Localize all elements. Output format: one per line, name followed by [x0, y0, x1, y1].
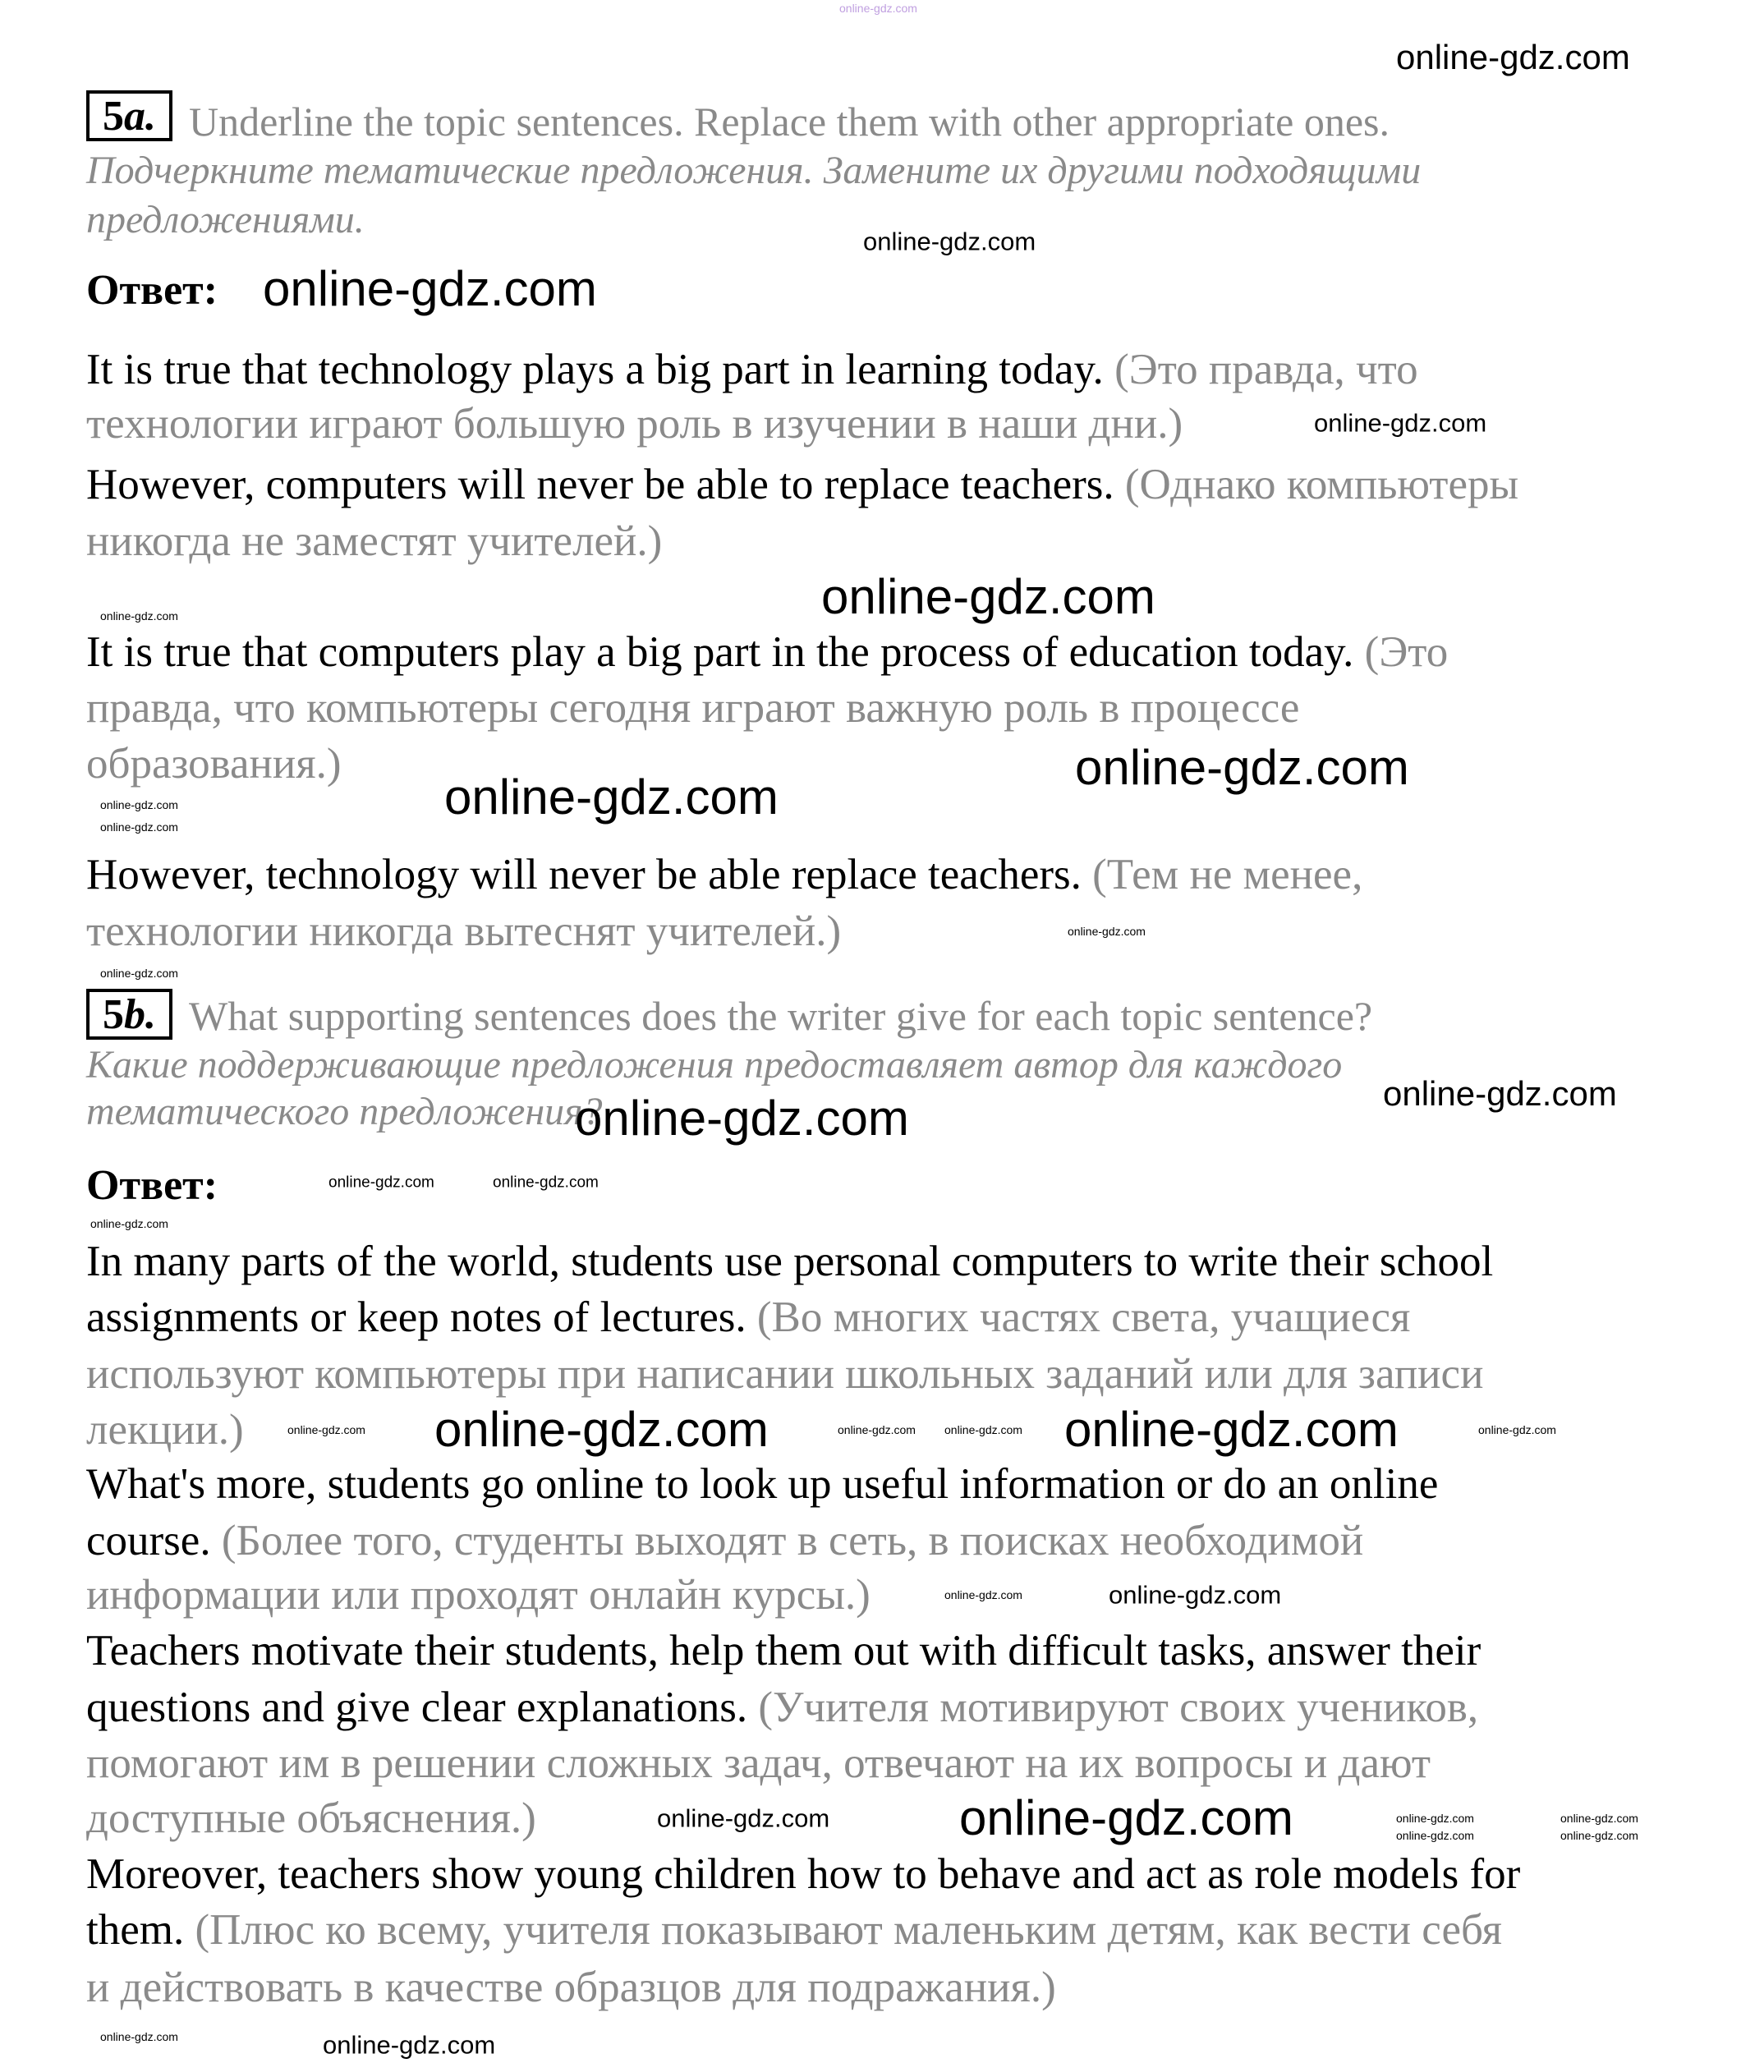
answer-line: [86, 1234, 1493, 1289]
task-letter: b.: [124, 991, 156, 1038]
answer-translation-ru: (Это правда, что: [1114, 346, 1418, 393]
answer-translation-ru: информации или проходят онлайн курсы.): [86, 1571, 871, 1619]
answer-translation-ru: помогают им в решении сложных задач, отвечают на их вопросы и дают: [86, 1739, 1431, 1787]
watermark-text: online-gdz.com: [434, 1402, 769, 1457]
watermark-text: online-gdz.com: [1064, 1402, 1399, 1457]
watermark-text: online-gdz.com: [1560, 1829, 1638, 1842]
task-5a-answer-label: Ответ:: [86, 267, 218, 314]
task-number: 5: [103, 991, 124, 1038]
watermark-text: online-gdz.com: [1560, 1812, 1638, 1825]
answer-text-en: questions and give clear explanations.: [86, 1684, 759, 1731]
answer-text-en: However, computers will never be able to replace teachers.: [86, 461, 1125, 508]
task-5b-number-box: [86, 989, 172, 1040]
answer-translation-ru: технологии играют большую роль в изучении в наши дни.): [86, 400, 1183, 448]
task-5b-instruction-ru-2: тематического предложения?: [86, 1090, 603, 1133]
watermark-text: online-gdz.com: [575, 1091, 909, 1146]
task-5a-number-box: [86, 90, 172, 141]
watermark-text: online-gdz.com: [838, 1423, 916, 1436]
answer-translation-ru: (Это: [1364, 628, 1449, 676]
answer-translation-ru: (Более того, студенты выходят в сеть, в поисках необходимой: [221, 1517, 1364, 1564]
answer-line: [86, 1735, 1431, 1791]
watermark-text: online-gdz.com: [657, 1803, 830, 1833]
answer-line: [86, 1679, 1478, 1735]
answer-translation-ru: образования.): [86, 740, 342, 788]
task-5a-instruction-ru-2: предложениями.: [86, 198, 365, 241]
watermark-text: online-gdz.com: [328, 1174, 434, 1192]
answer-line: [86, 513, 662, 569]
watermark-text: online-gdz.com: [493, 1174, 599, 1192]
answer-line: [86, 457, 1518, 512]
answer-translation-ru: правда, что компьютеры сегодня играют важную роль в процессе: [86, 684, 1300, 732]
watermark-text: online-gdz.com: [1396, 38, 1630, 76]
watermark-text: online-gdz.com: [323, 2030, 496, 2060]
watermark-text: online-gdz.com: [959, 1790, 1293, 1845]
watermark-text: online-gdz.com: [1383, 1074, 1617, 1113]
watermark-text: online-gdz.com: [1068, 925, 1146, 938]
answer-text-en: Moreover, teachers show young children how to behave and act as role models for: [86, 1850, 1521, 1898]
answer-translation-ru: (Плюс ко всему, учителя показывают маленьким детям, как вести себя: [195, 1906, 1502, 1954]
task-5a-instruction-en: Underline the topic sentences. Replace them with other appropriate ones.: [189, 99, 1390, 145]
answer-line: [86, 1623, 1481, 1679]
answer-line: [86, 624, 1448, 680]
answer-line: [86, 847, 1362, 903]
answer-line: [86, 1567, 871, 1623]
answer-line: [86, 736, 341, 792]
answer-text-en: them.: [86, 1906, 195, 1954]
watermark-text: online-gdz.com: [100, 798, 178, 811]
watermark-text: online-gdz.com: [100, 609, 178, 623]
answer-translation-ru: никогда не заместят учителей.): [86, 517, 663, 565]
watermark-text: online-gdz.com: [1478, 1423, 1556, 1436]
answer-translation-ru: технологии никогда вытеснят учителей.): [86, 907, 842, 955]
watermark-text: online-gdz.com: [944, 1423, 1022, 1436]
answer-translation-ru: (Учителя мотивируют своих учеников,: [758, 1684, 1479, 1731]
answer-text-en: It is true that technology plays a big part in learning today.: [86, 346, 1115, 393]
answer-line: [86, 903, 841, 959]
watermark-text: online-gdz.com: [839, 2, 917, 15]
watermark-text: online-gdz.com: [90, 1217, 168, 1230]
answer-text-en: It is true that computers play a big part in the process of education today.: [86, 628, 1365, 676]
watermark-text: online-gdz.com: [100, 967, 178, 980]
answer-translation-ru: (Во многих частях света, учащиеся: [756, 1293, 1411, 1341]
task-5a-instruction-ru-1: Подчеркните тематические предложения. Замените их другими подходящими: [86, 149, 1422, 192]
answer-text-en: In many parts of the world, students use personal computers to write their school: [86, 1238, 1494, 1285]
answer-line: [86, 680, 1299, 736]
watermark-text: online-gdz.com: [1075, 740, 1409, 795]
watermark-text: online-gdz.com: [1314, 408, 1487, 438]
answer-translation-ru: (Тем не менее,: [1092, 851, 1363, 898]
answer-line: [86, 1513, 1363, 1569]
watermark-text: online-gdz.com: [821, 569, 1155, 624]
answer-text-en: What's more, students go online to look up useful information or do an online: [86, 1460, 1439, 1508]
answer-translation-ru: доступные объяснения.): [86, 1794, 536, 1842]
task-5b-instruction-ru-1: Какие поддерживающие предложения предоставляет автор для каждого: [86, 1043, 1343, 1087]
answer-translation-ru: (Однако компьютеры: [1124, 461, 1519, 508]
watermark-text: online-gdz.com: [263, 261, 597, 316]
answer-text-en: course.: [86, 1517, 222, 1564]
answer-line: [86, 1790, 536, 1846]
answer-line: [86, 342, 1418, 397]
watermark-text: online-gdz.com: [100, 2030, 178, 2043]
answer-text-en: Teachers motivate their students, help them out with difficult tasks, answer their: [86, 1627, 1481, 1675]
watermark-text: online-gdz.com: [944, 1588, 1022, 1601]
watermark-text: online-gdz.com: [1396, 1812, 1474, 1825]
answer-translation-ru: лекции.): [86, 1406, 244, 1454]
watermark-text: online-gdz.com: [1109, 1580, 1282, 1610]
answer-translation-ru: используют компьютеры при написании школьных заданий или для записи: [86, 1350, 1484, 1398]
answer-line: [86, 1289, 1410, 1345]
watermark-text: online-gdz.com: [287, 1423, 365, 1436]
answer-line: [86, 1346, 1483, 1402]
answer-line: [86, 1402, 244, 1458]
watermark-text: online-gdz.com: [100, 820, 178, 834]
task-5b-instruction-en: What supporting sentences does the writer give for each topic sentence?: [189, 993, 1373, 1039]
task-letter: a.: [124, 93, 156, 140]
answer-line: [86, 1846, 1520, 1902]
watermark-text: online-gdz.com: [444, 770, 779, 825]
task-number: 5: [103, 93, 124, 140]
answer-line: [86, 1959, 1056, 2015]
answer-line: [86, 1456, 1438, 1512]
answer-text-en: However, technology will never be able replace teachers.: [86, 851, 1093, 898]
answer-translation-ru: и действовать в качестве образцов для подражания.): [86, 1964, 1056, 2011]
watermark-text: online-gdz.com: [1396, 1829, 1474, 1842]
task-5b-answer-label: Ответ:: [86, 1162, 218, 1209]
answer-line: [86, 1902, 1502, 1958]
answer-text-en: assignments or keep notes of lectures.: [86, 1293, 757, 1341]
watermark-text: online-gdz.com: [863, 227, 1036, 256]
answer-line: [86, 396, 1183, 452]
